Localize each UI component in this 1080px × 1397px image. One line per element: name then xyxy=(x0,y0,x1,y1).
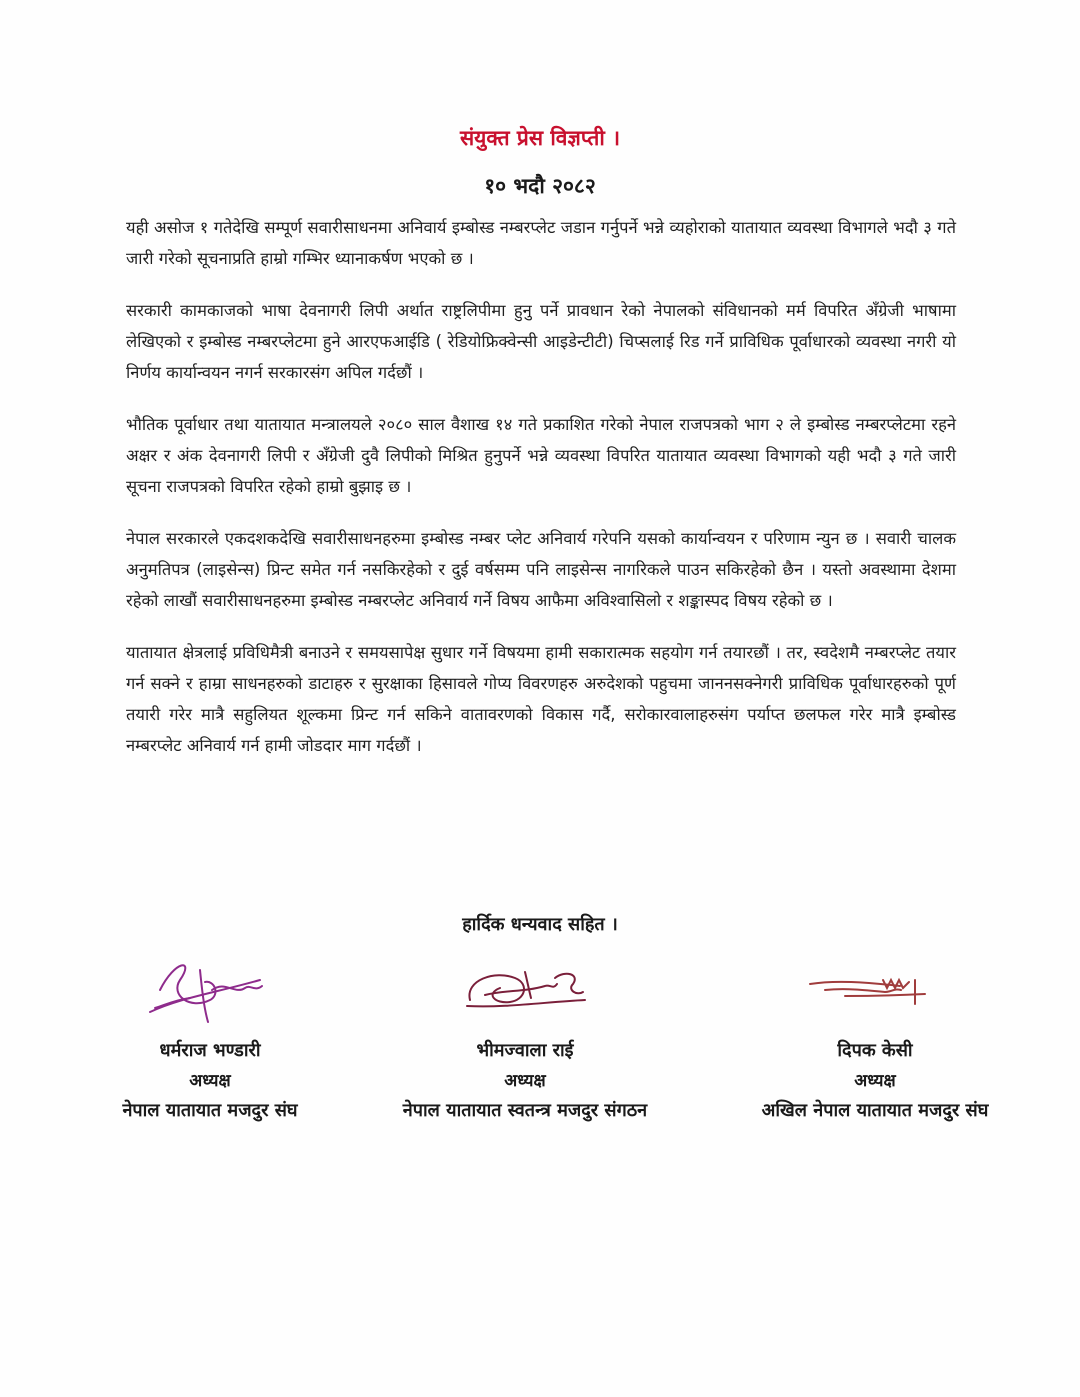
signatory-3-name: दिपक केसी xyxy=(837,1040,913,1061)
paragraph-1: यही असोज १ गतेदेखि सम्पूर्ण सवारीसाधनमा अनिवार्य इम्बोस्ड नम्बरप्लेट जडान गर्नुपर्ने भन्ने व्यहोराको यातायात व्यवस्था विभागले भदौ ३ गते जारी गरेको सूचनाप्रति हाम्रो गम्भिर ध्यानाकर्षण भएको छ । xyxy=(126,218,956,268)
signatory-block-3 xyxy=(705,950,1045,1126)
signatory-block-2 xyxy=(340,950,710,1126)
document-title: संयुक्त प्रेस विज्ञप्ती । xyxy=(459,126,621,150)
paragraph-4: नेपाल सरकारले एकदशकदेखि सवारीसाधनहरुमा इम्बोस्ड नम्बर प्लेट अनिवार्य गरेपनि यसको कार्यान्वयन र परिणाम न्युन छ । सवारी चालक अनुमतिपत्र (लाइसेन्स) प्रिन्ट समेत गर्न नसकिरहेको र दुई वर्षसम्म पनि लाइसेन्स नागरिकले पाउन सकिरहेको छैन । यस्तो अवस्थामा देशमा रहेको लाखौं सवारीसाधनहरुमा इम्बोस्ड नम्बरप्लेट अनिवार्य गर्ने विषय आफैमा अविश्वासिलो र शङ्कास्पद विषय रहेको छ । xyxy=(126,529,956,610)
signature-2-image xyxy=(455,950,595,1030)
paragraph-2: सरकारी कामकाजको भाषा देवनागरी लिपी अर्थात राष्ट्रलिपीमा हुनु पर्ने प्रावधान रेको नेपालको संविधानको मर्म विपरित अँग्रेजी भाषामा लेखिएको र इम्बोस्ड नम्बरप्लेटमा हुने आरएफआईडि ( रेडियोफ्रिक्वेन्सी आइडेन्टीटी) चिप्सलाई रिड गर्ने प्राविधिक पूर्वाधारको व्यवस्था नगरी यो निर्णय कार्यान्वयन नगर्न सरकारसंग अपिल गर्दछौं । xyxy=(126,301,956,382)
signatory-3-organization: अखिल नेपाल यातायात मजदुर संघ xyxy=(761,1100,989,1121)
closing-line: हार्दिक धन्यवाद सहित । xyxy=(462,914,618,935)
signatory-2-organization: नेपाल यातायात स्वतन्त्र मजदुर संगठन xyxy=(402,1100,648,1121)
document-date: १० भदौ २०८२ xyxy=(484,174,596,198)
signatory-2-name: भीमज्वाला राई xyxy=(476,1040,574,1061)
signatory-1-role: अध्यक्ष xyxy=(189,1071,231,1091)
signature-1-image xyxy=(140,950,280,1030)
signatory-block-1 xyxy=(60,950,360,1126)
signatory-2-role: अध्यक्ष xyxy=(504,1071,546,1091)
signatory-1-organization: नेपाल यातायात मजदुर संघ xyxy=(122,1100,298,1121)
signature-3-image xyxy=(805,950,945,1030)
paragraph-5: यातायात क्षेत्रलाई प्रविधिमैत्री बनाउने र समयसापेक्ष सुधार गर्ने विषयमा हामी सकारात्मक सहयोग गर्न तयारछौं । तर, स्वदेशमै नम्बरप्लेट तयार गर्न सक्ने र हाम्रा साधनहरुको डाटाहरु र सुरक्षाका हिसावले गोप्य विवरणहरु अरुदेशको पहुचमा जाननसक्नेगरी प्राविधिक पूर्वाधारहरुको पूर्ण तयारी गरेर मात्रै सहुलियत शूल्कमा प्रिन्ट गर्न सकिने वातावरणको विकास गर्दै, सरोकारवालाहरुसंग पर्याप्त छलफल गरेर मात्रै इम्बोस्ड नम्बरप्लेट अनिवार्य गर्न हामी जोडदार माग गर्दछौं । xyxy=(126,643,956,755)
paragraph-3: भौतिक पूर्वाधार तथा यातायात मन्त्रालयले २०८० साल वैशाख १४ गते प्रकाशित गरेको नेपाल राजपत्रको भाग २ ले इम्बोस्ड नम्बरप्लेटमा रहने अक्षर र अंक देवनागरी लिपी र अँग्रेजी दुवै लिपीको मिश्रित हुनुपर्ने भन्ने व्यवस्था विपरित यातायात व्यवस्था विभागको यही भदौ ३ गते जारी सूचना राजपत्रको विपरित रहेको हाम्रो बुझाइ छ । xyxy=(126,415,956,496)
signatory-3-role: अध्यक्ष xyxy=(854,1071,896,1091)
signatory-1-name: धर्मराज भण्डारी xyxy=(159,1040,261,1061)
document-body xyxy=(126,212,956,782)
